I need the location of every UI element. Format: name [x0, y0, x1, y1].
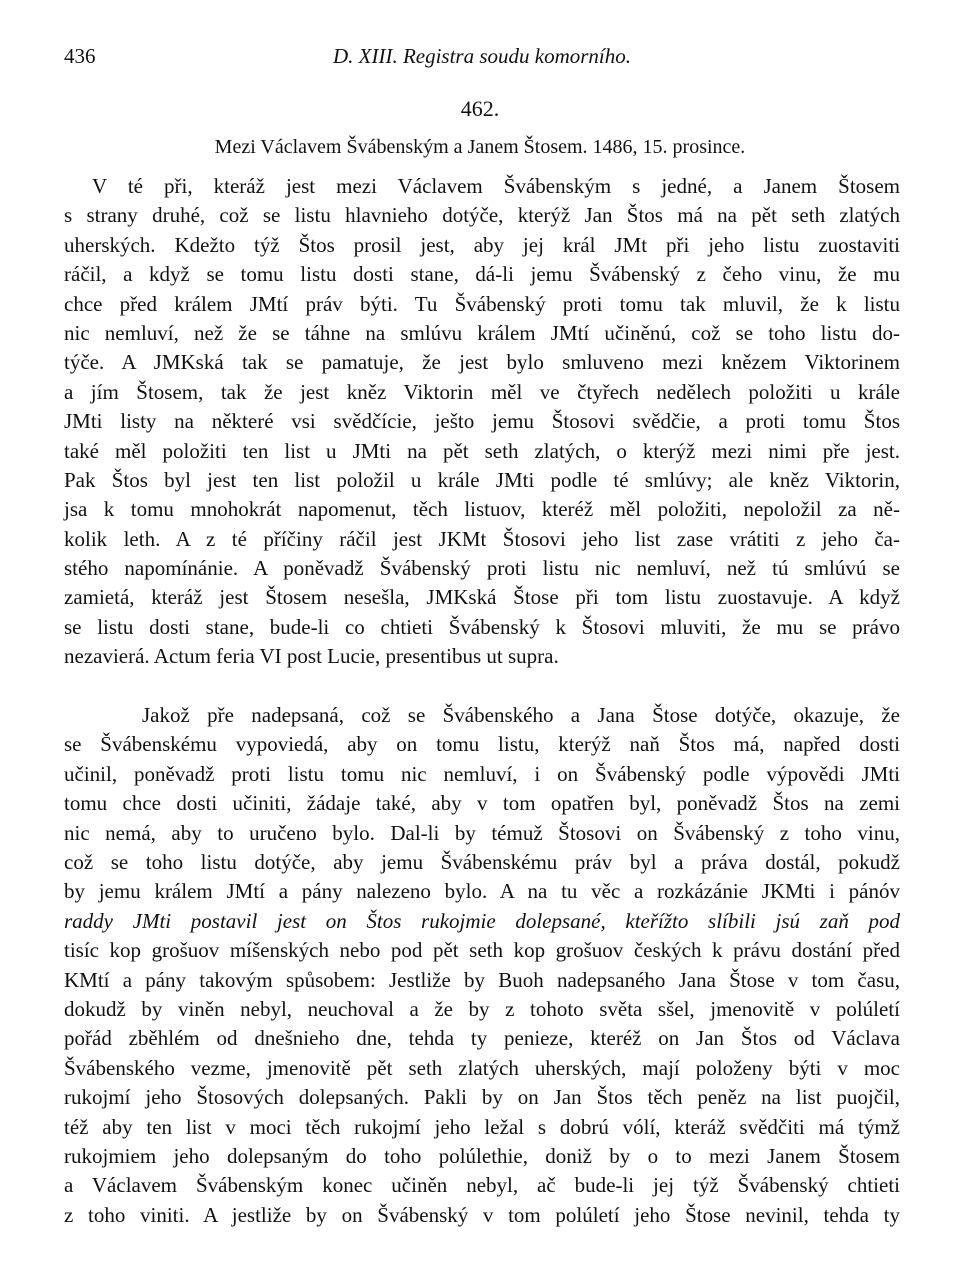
text-line: Pak Štos byl jest ten list položil u krále JMti podle té smlúvy; ale kněz Viktorin, — [64, 467, 900, 492]
text-line: nic nemluví, než že se táhne na smlúvu králem JMtí učiněnú, což se toho listu do- — [64, 320, 900, 345]
text-line: pořád zběhlém od dnešnieho dne, tehda ty penieze, kteréž on Jan Štos od Václava — [64, 1026, 900, 1051]
text-line: dokudž by viněn nebyl, neuchoval a že by z tohoto světa sšel, jmenovitě v polúletí — [64, 996, 900, 1021]
text-line: kolik leth. A z té příčiny ráčil jest JKMt Štosovi jeho list zase vrátiti z jeho ča- — [64, 526, 900, 551]
text-line: učinil, poněvadž proti listu tomu nic nemluví, i on Švábenský podle výpovědi JMti — [64, 761, 900, 786]
text-line: tisíc kop grošuov míšenských nebo pod pět seth kop grošuov českých k právu dostání před — [64, 938, 900, 963]
text-line: JMti listy na některé vsi svědčície, ješto jemu Štosovi svědčie, a proti tomu Štos — [64, 409, 900, 434]
paragraph-gap — [64, 672, 900, 701]
text-line: týče. A JMKská tak se pamatuje, že jest bylo smluveno mezi knězem Viktorinem — [64, 350, 900, 375]
document-number: 462. — [460, 96, 500, 121]
text-line: nic nemá, aby to uručeno bylo. Dal-li by témuž Štosovi on Švábenský z toho vinu, — [64, 820, 900, 845]
text-line: rukojmiem jeho dolepsaným do toho polúlethie, doniž by o to mezi Janem Štosem — [64, 1143, 900, 1168]
text-line: stého napomínánie. A poněvadž Švábenský proti listu nic nemluví, než tú smlúvú se — [64, 556, 900, 581]
text-line: nezavierá. Actum feria VI post Lucie, presentibus ut supra. — [64, 644, 559, 669]
text-line: se listu dosti stane, bude-li co chtieti Švábenský k Štosovi mluviti, že mu se právo — [64, 614, 900, 639]
text-line-italic: raddy JMti postavil jest on Štos rukojmie dolepsané, kteřížto slíbili jsú zaň pod — [64, 908, 900, 933]
text-line: se Švábenskému vypoviedá, aby on tomu listu, kterýž naň Štos má, napřed dosti — [64, 732, 900, 757]
running-title: D. XIII. Registra soudu komorního. — [332, 44, 632, 68]
text-line: rukojmí jeho Štosových dolepsaných. Pakli by on Jan Štos těch peněz na list puojčil, — [64, 1085, 900, 1110]
text-line: a Václavem Švábenským konec učiněn nebyl, ač bude-li jej týž Švábenský chtieti — [64, 1173, 900, 1198]
text-line: také měl položiti ten list u JMti na pět seth zlatých, o kterýž mezi nimi pře jest. — [64, 438, 900, 463]
body-text — [64, 172, 900, 1230]
text-line: KMtí a pány takovým spůsobem: Jestliže by Buoh nadepsaného Jana Štose v tom času, — [64, 967, 900, 992]
text-line: Jakož pře nadepsaná, což se Švábenského a Jana Štose dotýče, okazuje, že — [142, 703, 900, 728]
text-line: což se toho listu dotýče, aby jemu Švábenskému práv byl a práva dostál, pokudž — [64, 849, 900, 874]
text-line: V té při, kteráž jest mezi Václavem Švábenským s jedné, a Janem Štosem — [92, 174, 900, 198]
page-header — [64, 44, 900, 74]
text-line: a jím Štosem, tak že jest kněz Viktorin měl ve čtyřech nedělech položiti u krále — [64, 379, 900, 404]
text-line: chce před králem JMtí práv býti. Tu Švábenský proti tomu tak mluvil, že k listu — [64, 291, 900, 316]
text-line: ráčil, a když se tomu listu dosti stane, dá-li jemu Švábenský z čeho vinu, že mu — [64, 262, 900, 287]
text-line: z toho viniti. A jestliže by on Švábenský v tom polúletí jeho Štose nevinil, tehda ty — [64, 1202, 900, 1227]
text-line: by jemu králem JMtí a pány nalezeno bylo. A na tu věc a rozkázánie JKMti i pánóv — [64, 879, 900, 904]
text-line: uherských. Kdežto týž Štos prosil jest, aby jej král JMt při jeho listu zuostaviti — [64, 232, 900, 257]
text-line: s strany druhé, což se listu hlavnieho dotýče, kterýž Jan Štos má na pět seth zlatých — [64, 203, 900, 228]
document-subtitle: Mezi Václavem Švábenským a Janem Štosem. 1486, 15. prosince. — [214, 136, 746, 158]
text-line: též aby ten list v moci těch rukojmí jeho ležal s dobrú vólí, kteráž svědčiti má týmž — [64, 1114, 900, 1139]
text-line: Švábenského vezme, jmenovitě pět seth zlatých uherských, mají položeny býti v moc — [64, 1055, 900, 1080]
page-number: 436 — [64, 44, 96, 68]
text-line: jsa k tomu mnohokrát napomenut, těch listuov, kteréž měl položiti, nepoložil za ně- — [64, 497, 900, 522]
text-line: tomu chce dosti učiniti, žádaje také, aby v tom opatřen byl, poněvadž Štos na zemi — [64, 791, 900, 816]
text-line: zamietá, kteráž jest Štosem nesešla, JMKská Štose při tom listu zuostavuje. A když — [64, 585, 900, 610]
